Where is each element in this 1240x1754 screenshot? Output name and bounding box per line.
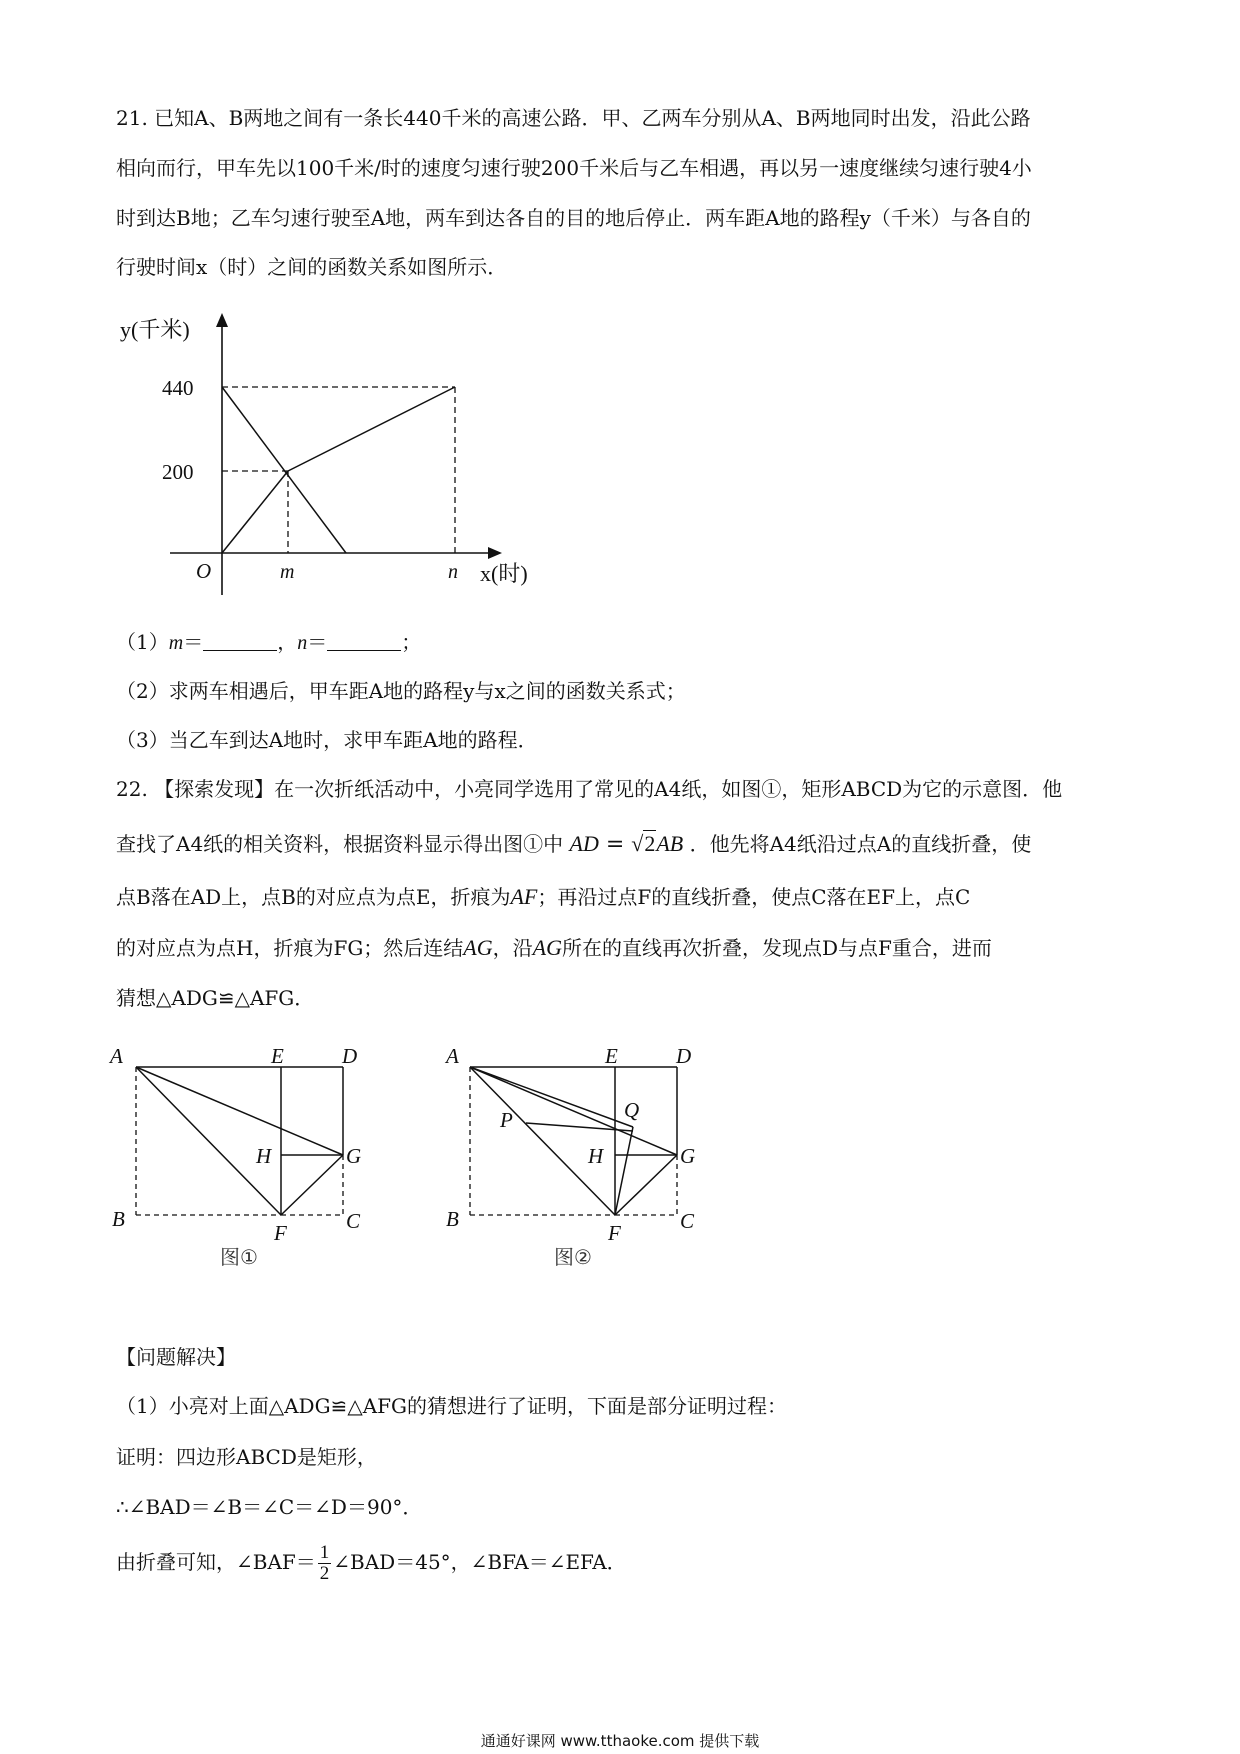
q22-proof-3: ∴∠BAD＝∠B＝∠C＝∠D＝90°．	[116, 1495, 423, 1519]
fraction-one-half: $\frac{1}{2}$	[319, 1542, 330, 1584]
svg-text:F: F	[274, 1221, 287, 1245]
svg-text:A: A	[446, 1044, 459, 1068]
q22-line-4: 的对应点为点H，折痕为FG；然后连结AG，沿AG所在的直线再次折叠，发现点D与点F重合，进而	[116, 935, 992, 960]
answer-blank-m	[203, 632, 277, 651]
q21-line-4: 行驶时间x（时）之间的函数关系如图所示．	[116, 255, 508, 279]
q22-proof-1: （1）小亮对上面△ADG≌△AFG的猜想进行了证明，下面是部分证明过程：	[116, 1394, 787, 1418]
svg-text:A: A	[110, 1044, 123, 1068]
svg-text:B: B	[446, 1207, 459, 1231]
q21-sub-3: （3）当乙车到达A地时，求甲车距A地的路程．	[116, 728, 538, 752]
y-tick-440: 440	[162, 376, 194, 400]
svg-text:H: H	[588, 1144, 604, 1168]
q21-function-graph	[110, 305, 550, 605]
svg-text:E: E	[271, 1044, 284, 1068]
q21-line-2: 相向而行，甲车先以100千米/时的速度匀速行驶200千米后与乙车相遇，再以另一速度继续匀速行驶4小	[116, 156, 1032, 180]
x-tick-n: n	[448, 561, 458, 583]
x-axis-arrow	[488, 547, 502, 559]
x-axis-label: x(时)	[480, 561, 528, 586]
q22-section-title: 【问题解决】	[116, 1345, 236, 1369]
q22-line-2: 查找了A4纸的相关资料，根据资料显示得出图①中 AD = √2AB ．他先将A4纸沿过点A的直线折叠，使	[116, 831, 1032, 857]
q22-line-5: 猜想△ADG≌△AFG．	[116, 986, 315, 1010]
q22-figure-2	[440, 1035, 720, 1270]
svg-text:G: G	[680, 1144, 696, 1168]
svg-text:P: P	[500, 1108, 513, 1132]
q22-proof-4: 由折叠可知，∠BAF＝ $\frac{1}{2}$ ∠BAD＝45°，∠BFA＝∠EFA．	[116, 1542, 627, 1584]
svg-text:C: C	[346, 1209, 361, 1233]
q21-line-1: 21. 已知A、B两地之间有一条长440千米的高速公路．甲、乙两车分别从A、B两地同时出发，沿此公路	[116, 106, 1031, 130]
page-footer: 通通好课网 www.tthaoke.com 提供下载	[480, 1732, 760, 1750]
q21-line-3: 时到达B地；乙车匀速行驶至A地，两车到达各自的目的地后停止．两车距A地的路程y（千米）与各自的	[116, 206, 1031, 230]
svg-text:E: E	[605, 1044, 618, 1068]
svg-text:D: D	[676, 1044, 692, 1068]
svg-text:F: F	[608, 1221, 621, 1245]
car-jia-line-2	[288, 387, 455, 471]
car-yi-line	[222, 387, 346, 553]
figure-1-caption: 图①	[220, 1245, 258, 1269]
svg-text:Q: Q	[624, 1098, 640, 1122]
q22-figure-1	[108, 1035, 388, 1270]
y-tick-200: 200	[162, 460, 194, 484]
svg-text:H: H	[256, 1144, 272, 1168]
svg-text:C: C	[680, 1209, 695, 1233]
origin-label: O	[196, 559, 212, 583]
q22-line-3: 点B落在AD上，点B的对应点为点E，折痕为AF；再沿过点F的直线折叠，使点C落在EF上，点C	[116, 884, 971, 909]
y-axis-label: y(千米)	[120, 317, 190, 342]
svg-text:G: G	[346, 1144, 362, 1168]
svg-text:D: D	[342, 1044, 358, 1068]
y-axis-arrow	[216, 313, 228, 327]
car-jia-line-1	[222, 471, 288, 553]
figure-2-caption: 图②	[554, 1245, 592, 1269]
answer-blank-n	[327, 632, 401, 651]
q22-proof-2: 证明：四边形ABCD是矩形，	[116, 1445, 377, 1469]
svg-text:B: B	[112, 1207, 125, 1231]
q21-sub-2: （2）求两车相遇后，甲车距A地的路程y与x之间的函数关系式；	[116, 679, 686, 703]
q22-line-1: 22. 【探索发现】在一次折纸活动中，小亮同学选用了常见的A4纸，如图①，矩形ABCD为它的示意图．他	[116, 777, 1063, 801]
q21-sub-1: （1）m＝ ，n＝ ；	[116, 630, 422, 654]
x-tick-m: m	[280, 561, 295, 583]
